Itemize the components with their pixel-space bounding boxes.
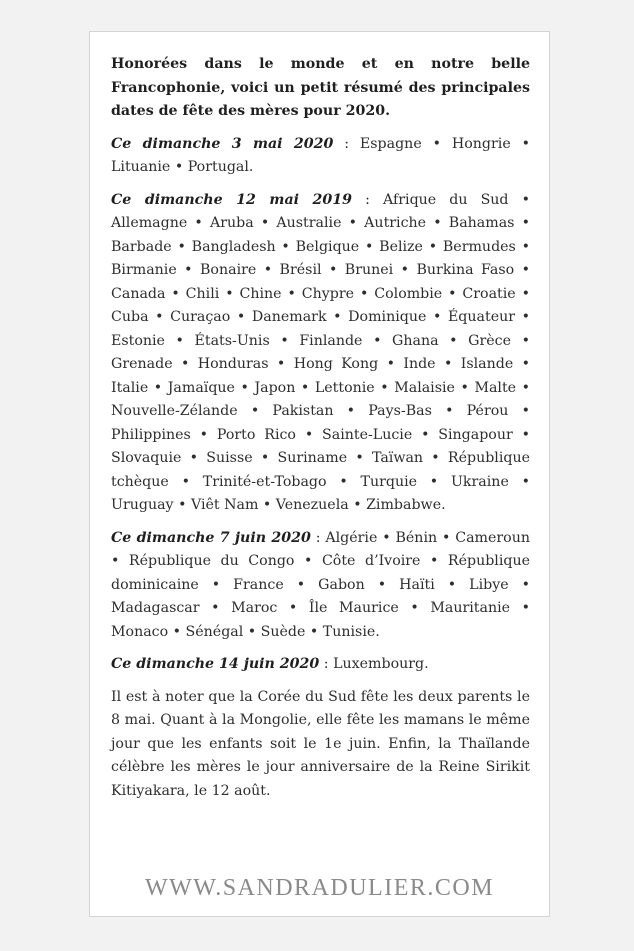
date-section-june-14	[111, 653, 530, 677]
note-paragraph: Il est à noter que la Corée du Sud fête les deux parents le 8 mai. Quant à la Mongolie, elle fête les mamans le même jour que les enfants soit le 1e juin. Enfin, la Thaïlande célèbre les mères le jour anniversaire de la Reine Sirikit Kitiyakara, le 12 août.	[111, 688, 530, 799]
section-separator: :	[319, 656, 334, 672]
section-separator: :	[352, 191, 383, 208]
footer-website: WWW.SANDRADULIER.COM	[144, 875, 495, 901]
section-countries: Afrique du Sud • Allemagne • Aruba • Australie • Autriche • Bahamas • Barbade • Bangladesh • Belgique • Belize • Bermudes • Birmanie • Bonaire • Brésil • Brunei • Burkina Faso • Canada • Chili • Chine • Chypre • Colombie • Croatie • Cuba • Curaçao • Danemark • Dominique • Équateur • Estonie • États-Unis • Finlande • Ghana • Grèce • Grenade • Honduras • Hong Kong • Inde • Islande • Italie • Jamaïque • Japon • Lettonie • Malaisie • Malte • Nouvelle-Zélande • Pakistan • Pays-Bas • Pérou • Philippines • Porto Rico • Sainte-Lucie • Singapour • Slovaquie • Suisse • Suriname • Taïwan • République tchèque • Trinité-et-Tobago • Turquie • Ukraine • Uruguay • Viêt Nam • Venezuela • Zimbabwe.	[111, 191, 530, 513]
section-countries: Espagne • Hongrie • Lituanie • Portugal.	[111, 135, 530, 175]
section-date: Ce dimanche 7 juin 2020	[111, 529, 311, 546]
section-countries: Algérie • Bénin • Cameroun • République du Congo • Côte d’Ivoire • République dominicaine • France • Gabon • Haïti • Libye • Madagascar • Maroc • Île Maurice • Mauritanie • Monaco • Sénégal • Suède • Tunisie.	[111, 529, 530, 640]
date-section-may-3	[111, 133, 530, 180]
intro-paragraph: Honorées dans le monde et en notre belle Francophonie, voici un petit résumé des principales dates de fête des mères pour 2020.	[111, 56, 530, 119]
section-separator: :	[310, 529, 326, 546]
date-section-may-12	[111, 189, 530, 518]
section-separator: :	[333, 135, 360, 152]
section-countries: Luxembourg.	[333, 656, 429, 672]
section-date: Ce dimanche 3 mai 2020	[111, 135, 334, 152]
info-card	[89, 31, 550, 917]
card-content	[111, 53, 530, 812]
date-section-june-7	[111, 527, 530, 645]
section-date: Ce dimanche 12 mai 2019	[111, 191, 353, 208]
section-date: Ce dimanche 14 juin 2020	[111, 656, 320, 672]
